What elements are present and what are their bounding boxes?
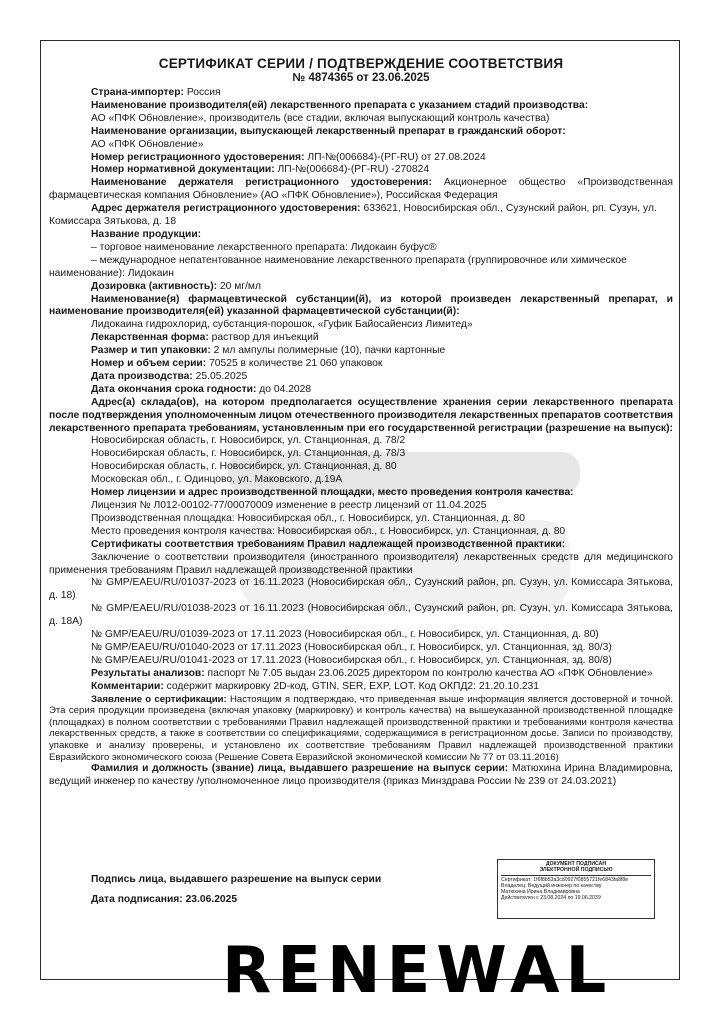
field-value: 633621, Новосибирская обл., Сузунский район, рп. Сузун, ул. Комиссара Зятькова, д. 18 (49, 203, 657, 228)
field-label: Название продукции: (91, 228, 202, 240)
gmp-item: № GMP/EAEU/RU/01039-2023 от 17.11.2023 (Новосибирская обл., г. Новосибирск, ул. Станционная, д. 80) (91, 629, 599, 641)
production-date (49, 371, 673, 384)
field-label: Номер и объем серии: (91, 358, 207, 370)
field-value: содержит маркировку 2D-код, GTIN, SER, EXP, LOT. Код ОКПД2: 21.20.10.231 (163, 680, 540, 692)
gmp-item: № GMP/EAEU/RU/01040-2023 от 17.11.2023 (Новосибирская обл., г. Новосибирск, ул. Станционная, зд. 80/3) (91, 641, 612, 653)
stamp-cert: Сертификат: 1f6f8b53a3cd0927f0855721fe6843fa8f8e (501, 876, 629, 883)
manufacturer-label (49, 100, 673, 113)
field-label: Фамилия и должность (звание) лица, выдавшего разрешение на выпуск серии: (91, 763, 509, 775)
field-value: 70525 в количестве 21 060 упаковок (206, 358, 383, 370)
field-value: Матюхина Ирина Владимировна, ведущий инженер по качеству /уполномоченное лицо производителя (приказ Минздрава России № 239 от 24.03.2021) (49, 763, 673, 788)
field-value: 20 мг/мл (217, 280, 262, 292)
gmp-intro: Заключение о соответствии производителя (иностранного производителя) лекарственных средств для медицинского применения требованиям Правил надлежащей производственной практики (49, 551, 673, 576)
storage-address: Новосибирская область, г. Новосибирск, ул. Станционная, д. 80 (91, 461, 397, 473)
field-value: АО «ПФК Обновление», производитель (все стадии, включая выпускающий контроль качества) (91, 112, 550, 124)
field-label: Номер нормативной документации: (91, 164, 275, 176)
dosage-form (49, 332, 673, 345)
field-value: Настоящим я подтверждаю, что приведенная выше информация является достоверной и точной. Эта серия продукции произведена (включая упаковку (маркировку) и контроль качества) на вышеуказанной производственной площадке (площадках) в полном соответствии с требованиями Правил надлежащей производственной практики и требованиями контроля качества лекарственных средств, а также в соответствии со спецификациями, содержащимися в регистрационном досье. Записи по производству, упаковке и анализу проверены, и установлено их соответствие требованиям Правил надлежащей производственной практики Евразийского экономического союза (Решение Совета Евразийской экономической комиссии № 77 от 03.11.2016) (49, 693, 673, 763)
field-label: Наименование(я) фармацевтической субстанции(й), из которой произведен лекарственный препарат, и наименование производителя(ей) указанной фармацевтической субстанции(й): (49, 293, 673, 318)
renewal-watermark: RENEWAL (222, 934, 613, 1008)
field-value: ЛП-№(006684)-(РГ-RU) -270824 (274, 164, 430, 176)
certificate-body (49, 56, 673, 789)
trade-name: – торговое наименование лекарственного препарата: Лидокаин буфус® (91, 241, 437, 253)
field-value: ЛП-№(006684)-(РГ-RU) от 27.08.2024 (304, 151, 486, 163)
field-label: Размер и тип упаковки: (91, 345, 211, 357)
field-label: Страна-импортер: (91, 87, 184, 98)
field-value: Россия (183, 87, 221, 98)
product-name-label (49, 229, 673, 242)
license-line: Производственная площадка: Новосибирская обл., г. Новосибирск, ул. Станционная, д. 80 (91, 512, 525, 524)
field-label: Результаты анализов: (91, 667, 205, 679)
field-value: раствор для инъекций (208, 332, 319, 344)
comments (49, 681, 673, 694)
release-org-value (49, 139, 673, 152)
electronic-signature-stamp (497, 859, 655, 919)
certificate-title: СЕРТИФИКАТ СЕРИИ / ПОДТВЕРЖДЕНИЕ СООТВЕТСТВИЯ (158, 56, 564, 71)
field-value: 2 мл ампулы полимерные (10), пачки картонные (210, 345, 446, 357)
license-label (49, 487, 673, 500)
stamp-owner-name: Матюхина Ирина Владимировна (501, 889, 580, 896)
stamp-subtitle: ЭЛЕКТРОННОЙ ПОДПИСЬЮ (539, 867, 613, 874)
package-size (49, 345, 673, 358)
field-label: Сертификаты соответствия требованиям Правил надлежащей производственной практики: (91, 538, 566, 550)
field-value: паспорт № 7.05 выдан 23.06.2025 директором по контролю качества АО «ПФК Обновление» (204, 667, 653, 679)
substance-value: Лидокаина гидрохлорид, субстанция-порошок, «Гуфик Байосайенсиз Лимитед» (91, 319, 473, 331)
storage-address: Московская обл., г. Одинцово, ул. Маковского, д.19А (91, 474, 343, 486)
storage-address: Новосибирская область, г. Новосибирск, ул. Станционная, д. 78/2 (91, 435, 406, 447)
gmp-item: № GMP/EAEU/RU/01038-2023 от 16.11.2023 (Новосибирская обл., Сузунский район, рп. Сузун, ул. Комиссара Зятькова, д. 18А) (49, 603, 673, 628)
field-label: Дата окончания срока годности: (91, 383, 257, 395)
gmp-item: № GMP/EAEU/RU/01037-2023 от 16.11.2023 (Новосибирская обл., Сузунский район, рп. Сузун, ул. Комиссара Зятькова, д. 18) (49, 577, 673, 602)
field-label: Дозировка (активность): (91, 280, 218, 292)
dosage (49, 281, 673, 294)
field-value: Акционерное общество «Производственная фармацевтическая компания Обновление» (АО «ПФК Обновление»), Российская Федерация (49, 177, 673, 202)
gmp-label (49, 539, 673, 552)
normative-doc-number (49, 164, 673, 177)
expiry-date (49, 384, 673, 397)
authorized-person (49, 763, 673, 789)
certification-statement (49, 694, 673, 764)
holder-name (49, 177, 673, 203)
field-label: Дата производства: (91, 370, 193, 382)
gmp-item: № GMP/EAEU/RU/01041-2023 от 17.11.2023 (Новосибирская обл., г. Новосибирск, ул. Станционная, зд. 80/8) (91, 654, 612, 666)
storage-address: Новосибирская область, г. Новосибирск, ул. Станционная, д. 78/3 (91, 448, 406, 460)
stamp-owner: Владелец: Ведущий инженер по качеству (501, 882, 602, 889)
field-value: 25.05.2025 (192, 370, 248, 382)
manufacturer-value (49, 113, 673, 126)
batch-number (49, 358, 673, 371)
signing-date: Дата подписания: 23.06.2025 (91, 894, 238, 905)
license-line: Лицензия № Л012-00102-77/00070009 изменение в реестр лицензий от 11.04.2025 (91, 500, 487, 511)
stamp-validity: Действителен с 23.08.2024 по 19.06.2039 (501, 895, 601, 902)
field-label: Номер лицензии и адрес производственной площадки, место проведения контроля качества: (91, 487, 574, 499)
field-label: Заявление о сертификации: (91, 693, 227, 705)
holder-address (49, 203, 673, 229)
registration-number (49, 152, 673, 165)
field-label: Номер регистрационного удостоверения: (91, 151, 305, 163)
field-label: Адрес держателя регистрационного удостоверения: (91, 203, 361, 215)
field-label: Наименование организации, выпускающей лекарственный препарат в гражданский оборот: (91, 125, 566, 137)
field-label: Лекарственная форма: (91, 332, 209, 344)
field-label: Комментарии: (91, 680, 164, 692)
substance-label (49, 294, 673, 320)
signature-label: Подпись лица, выдавшего разрешение на выпуск серии (91, 874, 382, 885)
storage-label (49, 397, 673, 436)
field-label: Адрес(а) склада(ов), на котором предполагается осуществление хранения серии лекарственного препарата после подтверждения уполномоченным лицом отечественного производителя лекарственных препаратов соответствия лекарственного препарата требованиям, установленным при его государственной регистрации (разрешение на выпуск): (49, 396, 673, 434)
license-line: Место проведения контроля качества: Новосибирская обл., г. Новосибирск, ул. Станционная, д. 80 (91, 525, 566, 537)
stamp-divider (501, 875, 651, 876)
field-value: АО «ПФК Обновление» (91, 138, 204, 150)
certificate-number: № 4874365 от 23.06.2025 (292, 72, 430, 84)
field-label: Наименование производителя(ей) лекарственного препарата с указанием стадий производства: (91, 99, 589, 111)
inn-name: – международное непатентованное наименование лекарственного препарата (группировочное или химическое наименование): Лидокаин (49, 254, 627, 279)
importer-country (49, 87, 673, 100)
release-org-label (49, 126, 673, 139)
analysis-results (49, 668, 673, 681)
field-label: Наименование держателя регистрационного удостоверения: (91, 177, 432, 189)
field-value: до 04.2028 (256, 383, 312, 395)
stamp-title: ДОКУМЕНТ ПОДПИСАН (545, 861, 607, 867)
